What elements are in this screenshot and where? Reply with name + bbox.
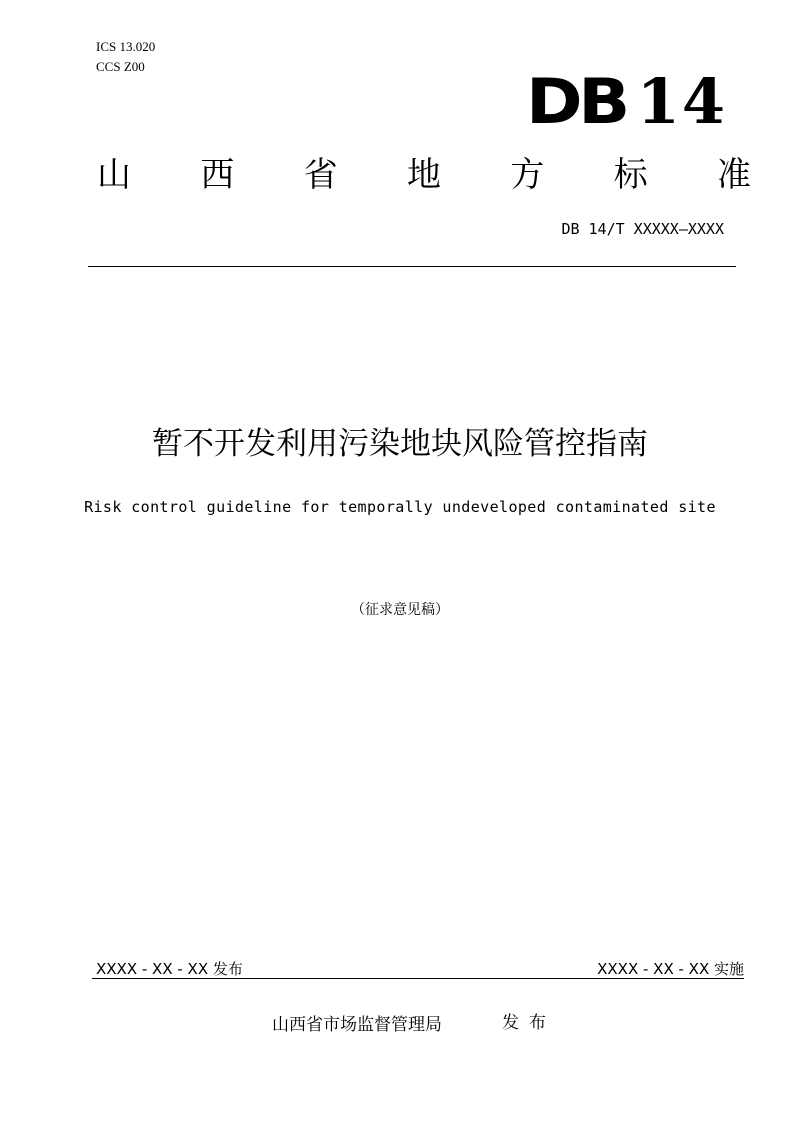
publisher-name: 山西省市场监督管理局 bbox=[272, 1015, 442, 1035]
standard-title-char: 西 bbox=[200, 155, 235, 195]
ccs-code: CCS Z00 bbox=[96, 59, 145, 74]
implementation-date: XXXX - XX - XX 实施 bbox=[597, 960, 744, 978]
standard-category-title bbox=[97, 152, 751, 198]
db-province-code: 14 bbox=[636, 65, 728, 138]
standard-title-char: 省 bbox=[303, 155, 338, 195]
header-divider bbox=[88, 266, 736, 267]
db-letters: DB bbox=[526, 65, 626, 138]
standard-title-char: 准 bbox=[716, 155, 751, 195]
footer-divider bbox=[92, 978, 744, 979]
publish-label: 发布 bbox=[502, 1013, 556, 1033]
standard-title-char: 标 bbox=[613, 155, 648, 195]
draft-label: （征求意见稿） bbox=[351, 602, 449, 618]
standard-number: DB 14/T XXXXX—XXXX bbox=[561, 220, 724, 238]
db-standard-mark bbox=[526, 65, 728, 138]
document-subtitle-english: Risk control guideline for temporally undeveloped contaminated site bbox=[84, 498, 716, 516]
standard-title-char: 方 bbox=[510, 155, 545, 195]
ics-code: ICS 13.020 bbox=[96, 39, 156, 54]
standard-title-char: 地 bbox=[406, 155, 441, 195]
standard-title-char: 山 bbox=[97, 155, 131, 195]
document-title: 暂不开发利用污染地块风险管控指南 bbox=[152, 426, 648, 462]
issue-date: XXXX - XX - XX 发布 bbox=[96, 960, 243, 978]
